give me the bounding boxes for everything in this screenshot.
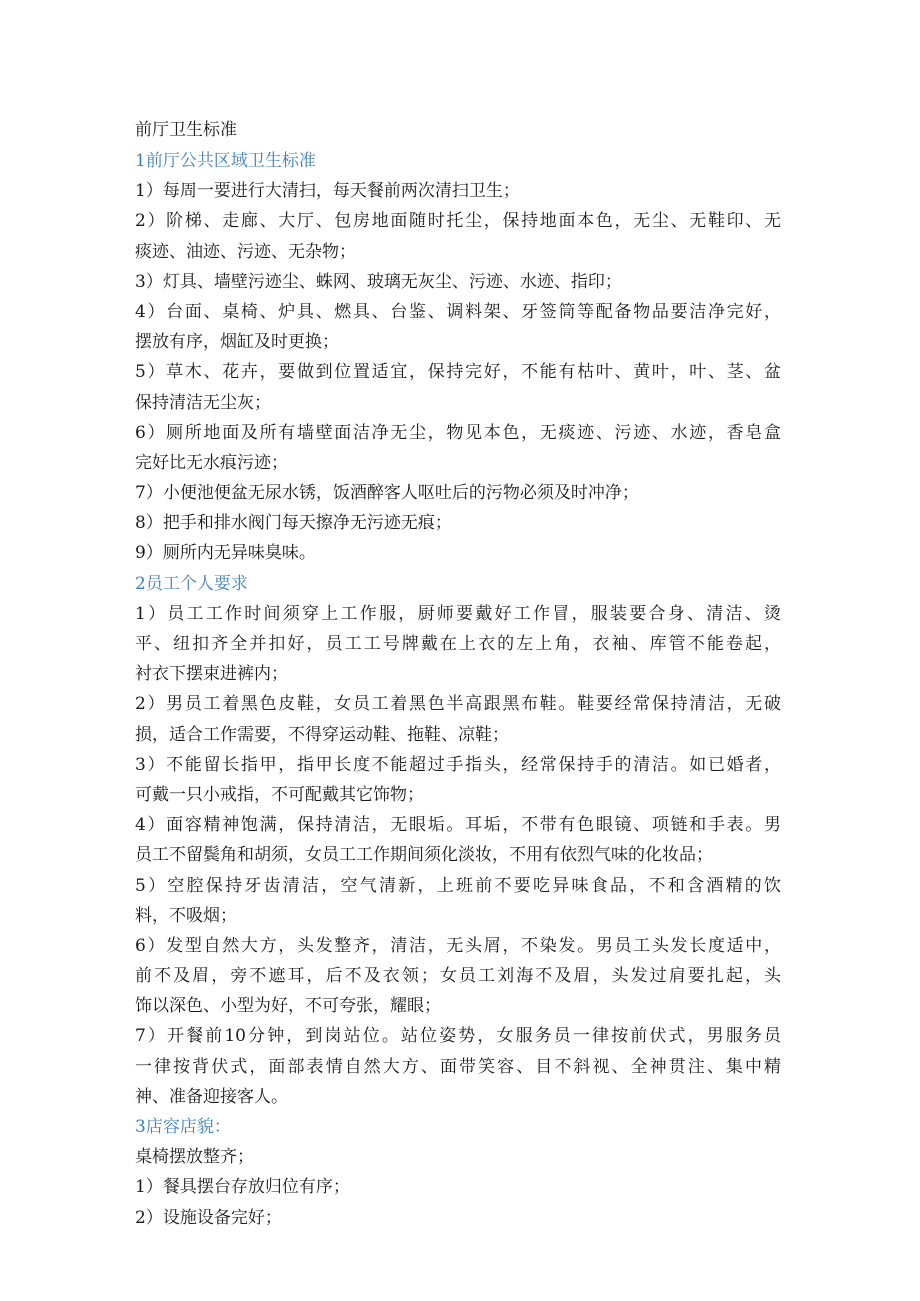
paragraph-line: 保持清洁无尘灰； (135, 392, 271, 413)
paragraph-line: 完好比无水痕污迹； (135, 452, 288, 473)
paragraph-line: 1）餐具摆台存放归位有序； (135, 1177, 350, 1198)
section-heading: 3店容店貌： (135, 1117, 231, 1137)
paragraph-line: 一律按背伏式，面部表情自然大方、面带笑容、目不斜视、全神贯注、集中精 (135, 1056, 781, 1077)
paragraph-line: 桌椅摆放整齐； (135, 1147, 254, 1168)
paragraph-line: 6）发型自然大方，头发整齐，清洁，无头屑，不染发。男员工头发长度适中， (135, 935, 781, 956)
paragraph-line: 7）小便池便盆无尿水锈，饭酒醉客人呕吐后的污物必须及时冲净； (135, 483, 639, 504)
paragraph-line: 3）不能留长指甲，指甲长度不能超过手指头，经常保持手的清洁。如已婚者， (135, 754, 781, 775)
paragraph-line: 1）员工工作时间须穿上工作服，厨师要戴好工作冒，服装要合身、清洁、烫 (135, 603, 781, 624)
paragraph-line: 4）面容精神饱满，保持清洁，无眼垢。耳垢，不带有色眼镜、项链和手表。男 (135, 815, 781, 836)
paragraph-line: 7）开餐前10分钟，到岗站位。站位姿势，女服务员一律按前伏式，男服务员 (135, 1026, 781, 1047)
document-body (135, 146, 781, 1233)
paragraph-line: 可戴一只小戒指，不可配戴其它饰物； (135, 784, 424, 805)
paragraph-line: 5）草木、花卉，要做到位置适宜，保持完好，不能有枯叶、黄叶，叶、茎、盆 (135, 362, 781, 383)
paragraph-line: 2）阶梯、走廊、大厅、包房地面随时托尘，保持地面本色，无尘、无鞋印、无 (135, 211, 781, 232)
paragraph-line: 衬衣下摆束进裤内； (135, 664, 288, 685)
paragraph-line: 8）把手和排水阀门每天擦净无污迹无痕； (135, 513, 452, 534)
section-heading: 1前厅公共区域卫生标准 (135, 151, 316, 171)
paragraph-line: 摆放有序，烟缸及时更换； (135, 332, 339, 353)
paragraph-line: 痰迹、油迹、污迹、无杂物； (135, 241, 356, 262)
paragraph-line: 2）设施设备完好； (135, 1207, 282, 1228)
paragraph-line: 1）每周一要进行大清扫，每天餐前两次清扫卫生； (135, 181, 520, 202)
paragraph-line: 2）男员工着黑色皮鞋，女员工着黑色半高跟黑布鞋。鞋要经常保持清洁，无破 (135, 694, 781, 715)
paragraph-line: 5）空腔保持牙齿清洁，空气清新，上班前不要吃异味食品，不和含酒精的饮 (135, 875, 781, 896)
paragraph-line: 6）厕所地面及所有墙壁面洁净无尘，物见本色，无痰迹、污迹、水迹，香皂盒 (135, 422, 781, 443)
paragraph-line: 平、纽扣齐全并扣好，员工工号牌戴在上衣的左上角，衣袖、库管不能卷起， (135, 634, 781, 654)
paragraph-line: 员工不留鬓角和胡须，女员工工作期间须化淡妆，不用有依烈气味的化妆品； (135, 845, 713, 866)
paragraph-line: 损，适合工作需要，不得穿运动鞋、拖鞋、凉鞋； (135, 724, 509, 745)
paragraph-line: 料，不吸烟； (135, 905, 237, 926)
paragraph-line: 9）厕所内无异味臭味。 (135, 543, 316, 564)
paragraph-line: 饰以深色、小型为好，不可夸张，耀眼； (135, 996, 441, 1017)
paragraph-line: 4）台面、桌椅、炉具、燃具、台鉴、调料架、牙签筒等配备物品要洁净完好， (135, 301, 781, 322)
document-page (135, 114, 781, 1233)
section-heading: 2员工个人要求 (135, 573, 248, 594)
paragraph-line: 神、准备迎接客人。 (135, 1086, 288, 1107)
paragraph-line: 3）灯具、墙壁污迹尘、蛛网、玻璃无灰尘、污迹、水迹、指印； (135, 271, 622, 292)
paragraph-line: 前不及眉，旁不遮耳，后不及衣领；女员工刘海不及眉，头发过肩要扎起，头 (135, 966, 781, 987)
document-title: 前厅卫生标准 (135, 120, 237, 140)
